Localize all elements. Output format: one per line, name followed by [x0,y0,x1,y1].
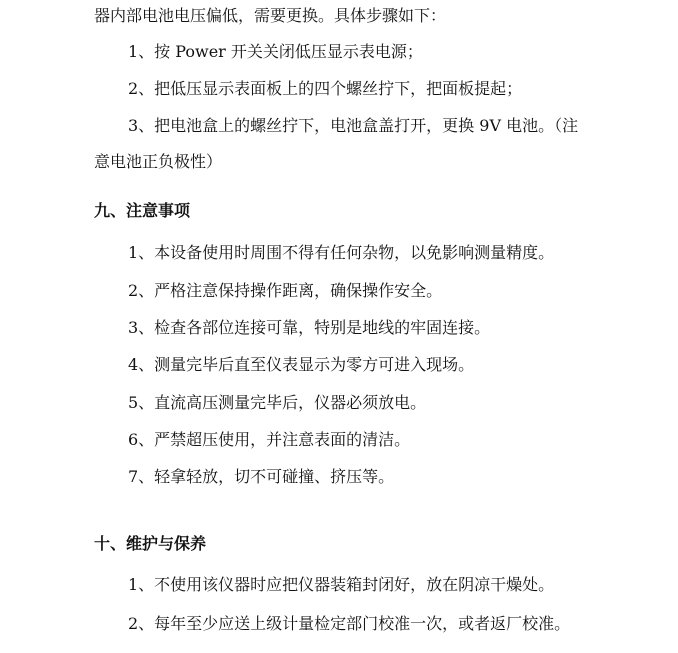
section-9-item-3: 3、检查各部位连接可靠，特别是地线的牢固连接。 [128,318,491,337]
replace-step-2: 2、把低压显示表面板上的四个螺丝拧下，把面板提起； [128,79,523,98]
replace-step-1: 1、按 Power 开关关闭低压显示表电源； [128,42,423,61]
section-9-item-5: 5、直流高压测量完毕后，仪器必须放电。 [128,393,427,412]
section-9-item-4: 4、测量完毕后直至仪表显示为零方可进入现场。 [128,355,475,374]
section-9-item-1: 1、本设备使用时周围不得有任何杂物，以免影响测量精度。 [128,243,555,262]
replace-step-3: 3、把电池盒上的螺丝拧下，电池盒盖打开，更换 9V 电池。（注 [128,116,579,135]
section-10-heading: 十、维护与保养 [94,534,207,553]
section-9-item-7: 7、轻拿轻放，切不可碰撞、挤压等。 [128,467,395,486]
replace-step-3-continuation: 意电池正负极性） [94,152,223,171]
section-9-item-6: 6、严禁超压使用，并注意表面的清洁。 [128,430,411,449]
intro-line: 器内部电池电压偏低，需要更换。具体步骤如下： [94,6,447,25]
section-10-item-2: 2、每年至少应送上级计量检定部门校准一次，或者返厂校准。 [128,614,571,633]
section-9-item-2: 2、严格注意保持操作距离，确保操作安全。 [128,281,443,300]
section-10-item-1: 1、不使用该仪器时应把仪器装箱封闭好，放在阴凉干燥处。 [128,575,555,594]
section-9-heading: 九、注意事项 [94,201,191,220]
